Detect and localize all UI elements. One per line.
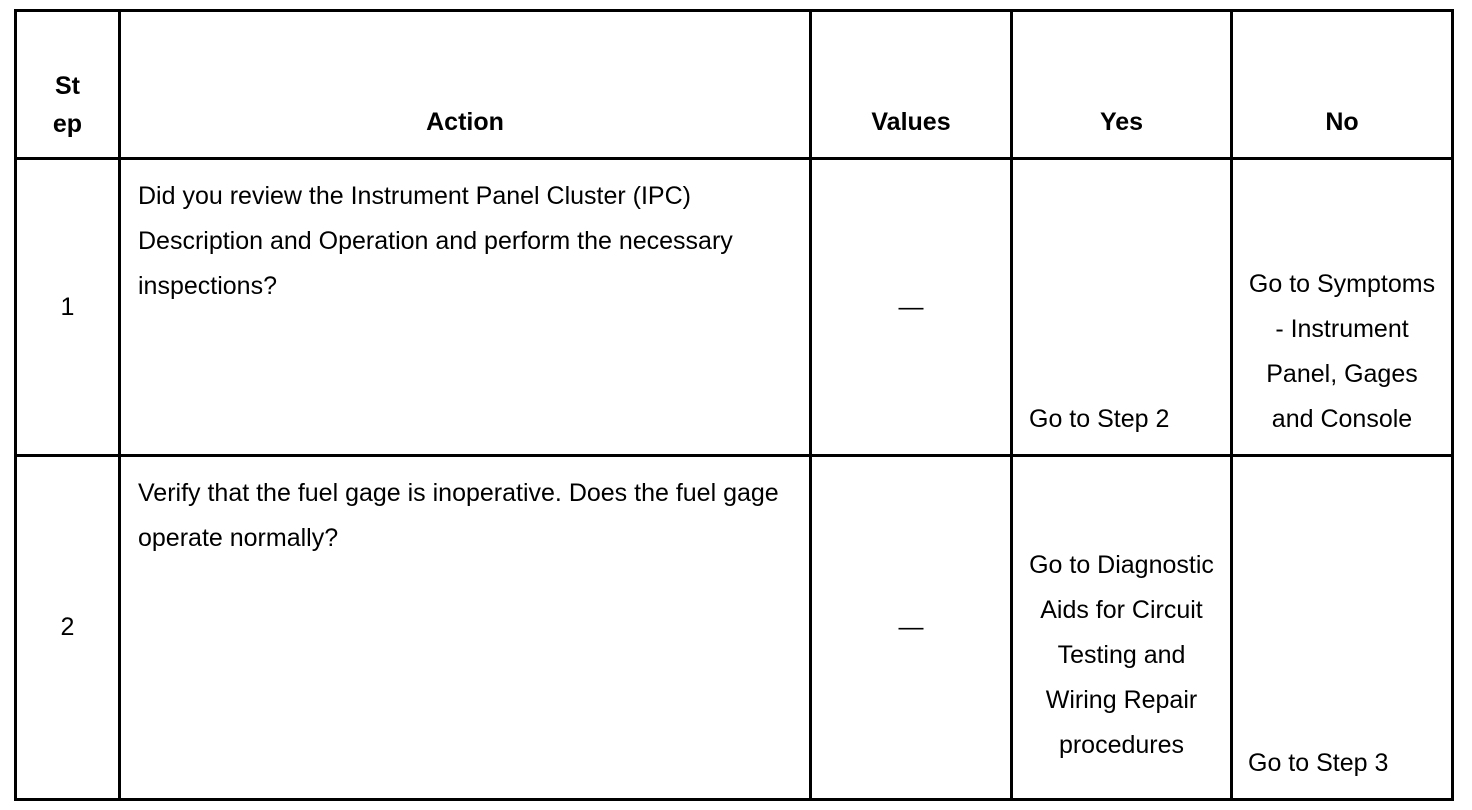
yes-link-text[interactable]: Go to Diagnostic Aids for Circuit Testing and Wiring Repair procedures xyxy=(1029,551,1214,759)
table-row xyxy=(16,456,1453,800)
step-number: 1 xyxy=(16,159,120,456)
yes-link-text[interactable]: Go to Step 2 xyxy=(1029,405,1170,433)
diagnostic-table xyxy=(14,9,1454,801)
step-number: 2 xyxy=(16,456,120,800)
table-header-row xyxy=(16,11,1453,159)
header-step-line2: ep xyxy=(52,110,83,138)
table-row xyxy=(16,159,1453,456)
action-text xyxy=(120,159,811,456)
header-yes: Yes xyxy=(1012,11,1232,159)
values-dash: — xyxy=(898,292,924,321)
no-link-text[interactable]: Go to Step 3 xyxy=(1248,749,1389,777)
action-text-content: Verify that the fuel gage is inoperative. Does the fuel gage operate normally? xyxy=(138,479,779,552)
values-cell xyxy=(811,456,1012,800)
values-cell xyxy=(811,159,1012,456)
action-text-content: Did you review the Instrument Panel Cluster (IPC) Description and Operation and perform the necessary inspections? xyxy=(138,182,733,300)
header-action: Action xyxy=(120,11,811,159)
yes-cell xyxy=(1012,456,1232,800)
action-text xyxy=(120,456,811,800)
yes-cell xyxy=(1012,159,1232,456)
values-dash: — xyxy=(898,613,924,641)
no-cell xyxy=(1232,159,1453,456)
no-cell xyxy=(1232,456,1453,800)
header-step-line1: St xyxy=(55,72,80,100)
header-no: No xyxy=(1232,11,1453,159)
header-step xyxy=(16,11,120,159)
no-link-text[interactable]: Go to Symptoms - Instrument Panel, Gages and Console xyxy=(1248,270,1436,433)
header-values: Values xyxy=(811,11,1012,159)
